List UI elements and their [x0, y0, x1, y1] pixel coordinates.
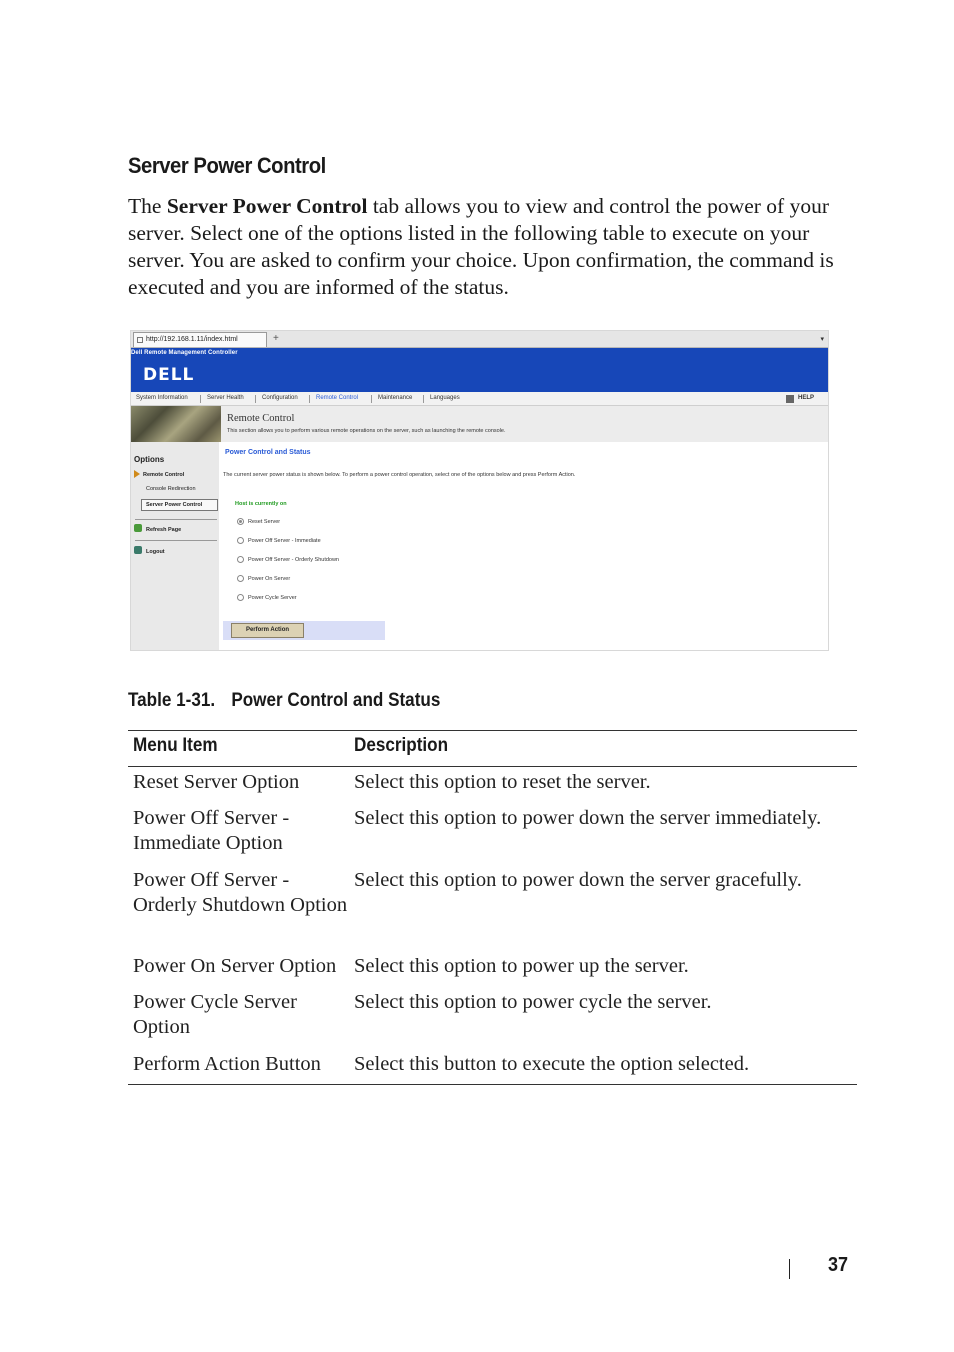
table-row-desc: Select this option to reset the server. [354, 771, 651, 793]
table-row-desc: Select this option to power down the server gracefully. [354, 869, 802, 891]
app-banner [131, 348, 829, 392]
expanded-arrow-icon [134, 470, 140, 478]
caption-number: Table 1-31. [128, 690, 216, 711]
new-tab-icon[interactable]: + [273, 333, 279, 344]
option-power-off-orderly[interactable]: Power Off Server - Orderly Shutdown [237, 556, 339, 566]
table-row-desc: Select this button to execute the option selected. [354, 1053, 750, 1075]
table-row-item: Power On Server Option [133, 955, 337, 977]
page-number: 37 [828, 1254, 849, 1276]
header-photo [131, 406, 221, 442]
nav-languages[interactable]: Languages [430, 395, 460, 401]
page-icon [137, 337, 143, 343]
option-power-on[interactable]: Power On Server [237, 575, 290, 585]
sidebar-server-power-control[interactable]: Server Power Control [141, 499, 218, 511]
perform-action-button[interactable]: Perform Action [231, 623, 304, 638]
table-row-item: Power Cycle Server Option [133, 991, 297, 1038]
options-sidebar [131, 442, 219, 651]
remote-control-description: This section allows you to perform various remote operations on the server, such as launching the remote console. [227, 428, 506, 434]
dell-logo: DELL [143, 365, 195, 385]
table-row-desc: Select this option to power down the server immediately. [354, 807, 822, 829]
option-reset-server[interactable]: Reset Server [237, 518, 280, 528]
table-row-item: Reset Server Option [133, 771, 300, 793]
options-heading: Options [134, 455, 165, 464]
app-title: Dell Remote Management Controller [131, 350, 238, 356]
nav-server-health[interactable]: Server Health [207, 395, 244, 401]
nav-maintenance[interactable]: Maintenance [378, 395, 413, 401]
intro-bold-tab-name: Server Power Control [166, 194, 368, 218]
remote-control-title: Remote Control [227, 413, 295, 424]
page-number-divider [789, 1259, 790, 1279]
host-status: Host is currently on [235, 501, 287, 507]
table-caption [128, 690, 440, 712]
sidebar-console-redirection[interactable]: Console Redirection [146, 486, 196, 492]
nav-configuration[interactable]: Configuration [262, 395, 298, 401]
table-row-desc: Select this option to power up the server. [354, 955, 689, 977]
tab-list-chevron-icon[interactable]: ▾ [820, 336, 824, 343]
section-header [221, 406, 829, 442]
browser-tab[interactable]: http://192.168.1.11/index.html [133, 332, 267, 347]
radio-icon[interactable] [237, 518, 244, 525]
radio-icon[interactable] [237, 556, 244, 563]
table-row-item: Power Off Server - Immediate Option [133, 807, 290, 854]
section-heading: Server Power Control [128, 153, 326, 178]
sidebar-logout[interactable]: Logout [146, 549, 165, 555]
sidebar-refresh-page[interactable]: Refresh Page [146, 527, 182, 533]
header-menu-item: Menu Item [133, 735, 218, 756]
logout-icon[interactable] [134, 546, 142, 554]
table-row-item: Power Off Server - Orderly Shutdown Option [133, 869, 348, 916]
option-power-off-immediate[interactable]: Power Off Server - Immediate [237, 537, 321, 547]
refresh-icon[interactable] [134, 524, 142, 532]
table-row-desc: Select this option to power cycle the server. [354, 991, 712, 1013]
option-power-cycle[interactable]: Power Cycle Server [237, 594, 297, 604]
browser-tabbar [131, 331, 829, 348]
nav-remote-control[interactable]: Remote Control [316, 395, 359, 401]
table-row-item: Perform Action Button [133, 1053, 321, 1075]
nav-system-information[interactable]: System Information [136, 395, 188, 401]
help-icon[interactable] [786, 395, 794, 403]
caption-title: Power Control and Status [231, 690, 441, 711]
action-bar [223, 621, 385, 640]
embedded-screenshot [130, 330, 829, 651]
help-link[interactable]: HELP [798, 395, 815, 401]
radio-icon[interactable] [237, 575, 244, 582]
power-control-title: Power Control and Status [225, 449, 311, 456]
sidebar-remote-control[interactable]: Remote Control [143, 472, 185, 478]
radio-icon[interactable] [237, 537, 244, 544]
nav-bar [131, 392, 829, 406]
power-control-description: The current server power status is shown below. To perform a power control operation, select one of the options below and press Perform Action. [223, 472, 576, 478]
header-description: Description [354, 735, 449, 756]
intro-paragraph: The Server Power Control tab allows you to view and control the power of your server. Select one of the options listed in the following table to execute on your server. You are asked to confirm your choice. Upon confirmation, the command is executed and you are informed of the status. [128, 194, 834, 299]
radio-icon[interactable] [237, 594, 244, 601]
